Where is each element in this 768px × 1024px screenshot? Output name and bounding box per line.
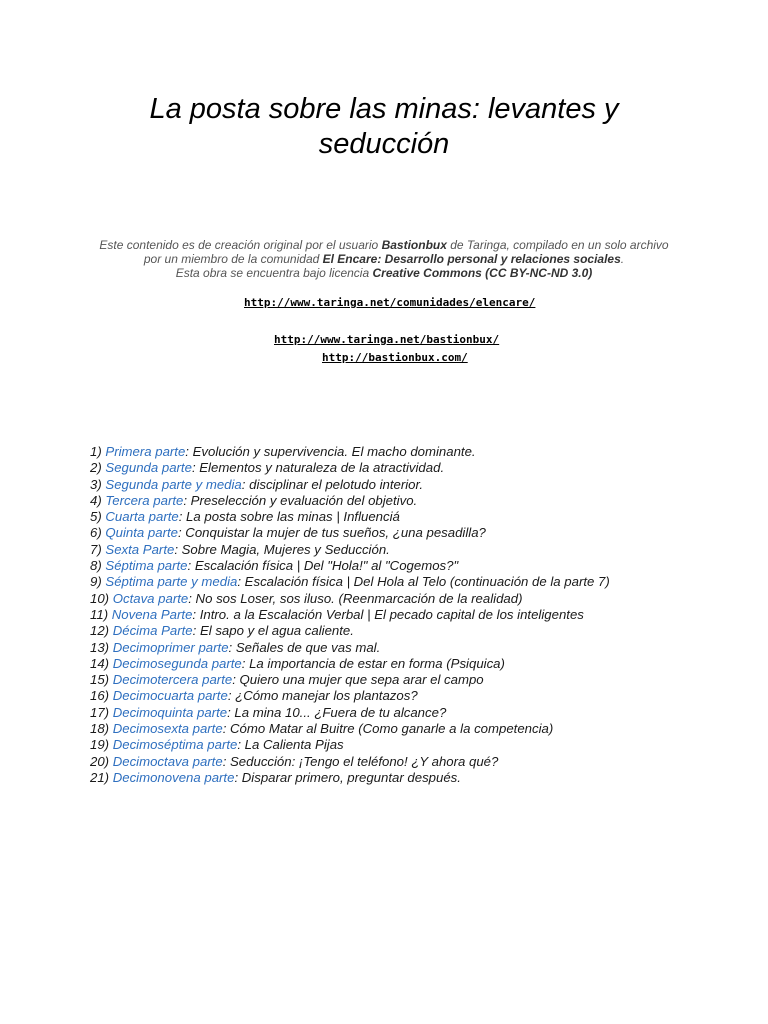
- toc-item-part-link[interactable]: Decimotercera parte: [112, 672, 233, 688]
- toc-item: [90, 705, 610, 721]
- toc-item-number: 14): [90, 655, 110, 671]
- toc-item: [90, 493, 610, 509]
- toc-item: [90, 444, 610, 460]
- toc-item-part-link[interactable]: Decimosexta parte: [112, 721, 223, 737]
- toc-item: [90, 623, 610, 639]
- toc-item-description: : La posta sobre las minas | Influenciá: [178, 509, 400, 525]
- website-link[interactable]: http://bastionbux.com/: [322, 351, 468, 364]
- toc-item-number: 7): [90, 541, 102, 557]
- toc-item-description: : disciplinar el pelotudo interior.: [241, 476, 424, 492]
- toc-item-part-link[interactable]: Novena Parte: [111, 606, 193, 622]
- toc-item-number: 6): [90, 525, 102, 541]
- toc-item-number: 10): [90, 590, 110, 606]
- toc-item: [90, 754, 610, 770]
- toc-item-part-link[interactable]: Primera parte: [105, 444, 186, 459]
- toc-item-description: : Disparar primero, preguntar después.: [234, 769, 461, 785]
- toc-item-description: : Quiero una mujer que sepa arar el campo: [232, 672, 484, 688]
- toc-item-number: 2): [90, 460, 102, 476]
- toc-item: [90, 770, 610, 786]
- toc-item-description: : No sos Loser, sos iluso. (Reenmarcación de la realidad): [188, 590, 523, 606]
- toc-item-part-link[interactable]: Decimoquinta parte: [112, 704, 228, 720]
- toc-item: [90, 656, 610, 672]
- toc-item-number: 8): [90, 558, 102, 574]
- toc-item-number: 11): [90, 606, 109, 622]
- author-name: Bastionbux: [381, 238, 447, 252]
- toc-item-description: : Sobre Magia, Mujeres y Seducción.: [174, 541, 390, 557]
- toc-item-description: : Seducción: ¡Tengo el teléfono! ¿Y ahora qué?: [222, 753, 499, 769]
- toc-item-description: : La mina 10... ¿Fuera de tu alcance?: [227, 704, 447, 720]
- toc-item: [90, 737, 610, 753]
- credits-text: .: [620, 252, 625, 266]
- credits-line-1: [0, 238, 768, 252]
- toc-item-description: : Intro. a la Escalación Verbal | El pecado capital de los inteligentes: [192, 606, 584, 622]
- toc-item: [90, 509, 610, 525]
- toc-item-part-link[interactable]: Decimoséptima parte: [112, 737, 238, 753]
- toc-item: [90, 477, 610, 493]
- toc-item-part-link[interactable]: Segunda parte y media: [105, 476, 242, 492]
- toc-item-number: 13): [90, 639, 110, 655]
- table-of-contents: [90, 444, 610, 786]
- toc-item-part-link[interactable]: Séptima parte y media: [105, 574, 238, 590]
- page-title: [0, 92, 768, 162]
- toc-item-description: : El sapo y el agua caliente.: [192, 623, 354, 639]
- toc-item-number: 17): [90, 704, 110, 720]
- credits-line-3: [0, 266, 768, 280]
- toc-item-description: : La importancia de estar en forma (Psiquica): [241, 655, 505, 671]
- toc-item-number: 12): [90, 623, 110, 639]
- toc-item-part-link[interactable]: Decimoprimer parte: [112, 639, 229, 655]
- toc-item: [90, 591, 610, 607]
- toc-item-description: : Cómo Matar al Buitre (Como ganarle a la competencia): [222, 721, 554, 737]
- toc-item-number: 20): [90, 753, 110, 769]
- toc-item-part-link[interactable]: Tercera parte: [105, 492, 184, 508]
- toc-item: [90, 688, 610, 704]
- toc-item: [90, 542, 610, 558]
- toc-item-description: : La Calienta Pijas: [237, 737, 344, 753]
- toc-item-description: : Conquistar la mujer de tus sueños, ¿una pesadilla?: [177, 525, 486, 541]
- toc-item-part-link[interactable]: Decimocuarta parte: [112, 688, 228, 704]
- toc-item-number: 3): [90, 476, 102, 492]
- toc-item: [90, 721, 610, 737]
- toc-item-number: 16): [90, 688, 110, 704]
- toc-item-number: 18): [90, 721, 110, 737]
- credits-text: por un miembro de la comunidad: [143, 252, 323, 266]
- community-link[interactable]: http://www.taringa.net/comunidades/elencare/: [244, 296, 536, 309]
- toc-item-part-link[interactable]: Segunda parte: [105, 460, 192, 476]
- toc-item: [90, 558, 610, 574]
- toc-item-part-link[interactable]: Séptima parte: [105, 558, 188, 574]
- toc-item: [90, 672, 610, 688]
- toc-item-description: : Evolución y supervivencia. El macho dominante.: [185, 444, 476, 459]
- toc-item-description: : Elementos y naturaleza de la atractividad.: [191, 460, 445, 476]
- license-name: Creative Commons (CC BY-NC-ND 3.0): [372, 266, 593, 280]
- toc-item-part-link[interactable]: Octava parte: [112, 590, 189, 606]
- toc-item: [90, 640, 610, 656]
- toc-item-number: 21): [90, 769, 110, 785]
- toc-item: [90, 574, 610, 590]
- toc-item-description: : Escalación física | Del "Hola!" al "Cogemos?": [187, 558, 459, 574]
- toc-item-number: 15): [90, 672, 110, 688]
- credits-block: [0, 238, 768, 280]
- toc-item-number: 9): [90, 574, 102, 590]
- toc-item-part-link[interactable]: Cuarta parte: [105, 509, 179, 525]
- toc-item-description: : ¿Cómo manejar los plantazos?: [227, 688, 418, 704]
- profile-link[interactable]: http://www.taringa.net/bastionbux/: [274, 333, 500, 346]
- toc-item-part-link[interactable]: Décima Parte: [112, 623, 193, 639]
- toc-item-number: 19): [90, 737, 110, 753]
- credits-text: Esta obra se encuentra bajo licencia: [175, 266, 373, 280]
- toc-item-number: 1): [90, 444, 102, 459]
- toc-item-part-link[interactable]: Sexta Parte: [105, 541, 175, 557]
- toc-item: [90, 460, 610, 476]
- toc-item: [90, 607, 610, 623]
- toc-item-number: 4): [90, 492, 102, 508]
- credits-text: de Taringa, compilado en un solo archivo: [446, 238, 669, 252]
- credits-line-2: [0, 252, 768, 266]
- toc-item-part-link[interactable]: Quinta parte: [105, 525, 178, 541]
- toc-item-description: : Escalación física | Del Hola al Telo (continuación de la parte 7): [237, 574, 610, 590]
- community-name: El Encare: Desarrollo personal y relaciones sociales: [322, 252, 621, 266]
- toc-item-description: : Preselección y evaluación del objetivo.: [183, 492, 418, 508]
- toc-item-part-link[interactable]: Decimosegunda parte: [112, 655, 242, 671]
- toc-item: [90, 525, 610, 541]
- credits-text: Este contenido es de creación original por el usuario: [99, 238, 382, 252]
- toc-item-number: 5): [90, 509, 102, 525]
- toc-item-part-link[interactable]: Decimonovena parte: [112, 769, 235, 785]
- toc-item-description: : Señales de que vas mal.: [228, 639, 381, 655]
- title-line-2: seducción: [318, 128, 450, 160]
- title-line-1: La posta sobre las minas: levantes y: [149, 93, 619, 125]
- toc-item-part-link[interactable]: Decimoctava parte: [112, 753, 223, 769]
